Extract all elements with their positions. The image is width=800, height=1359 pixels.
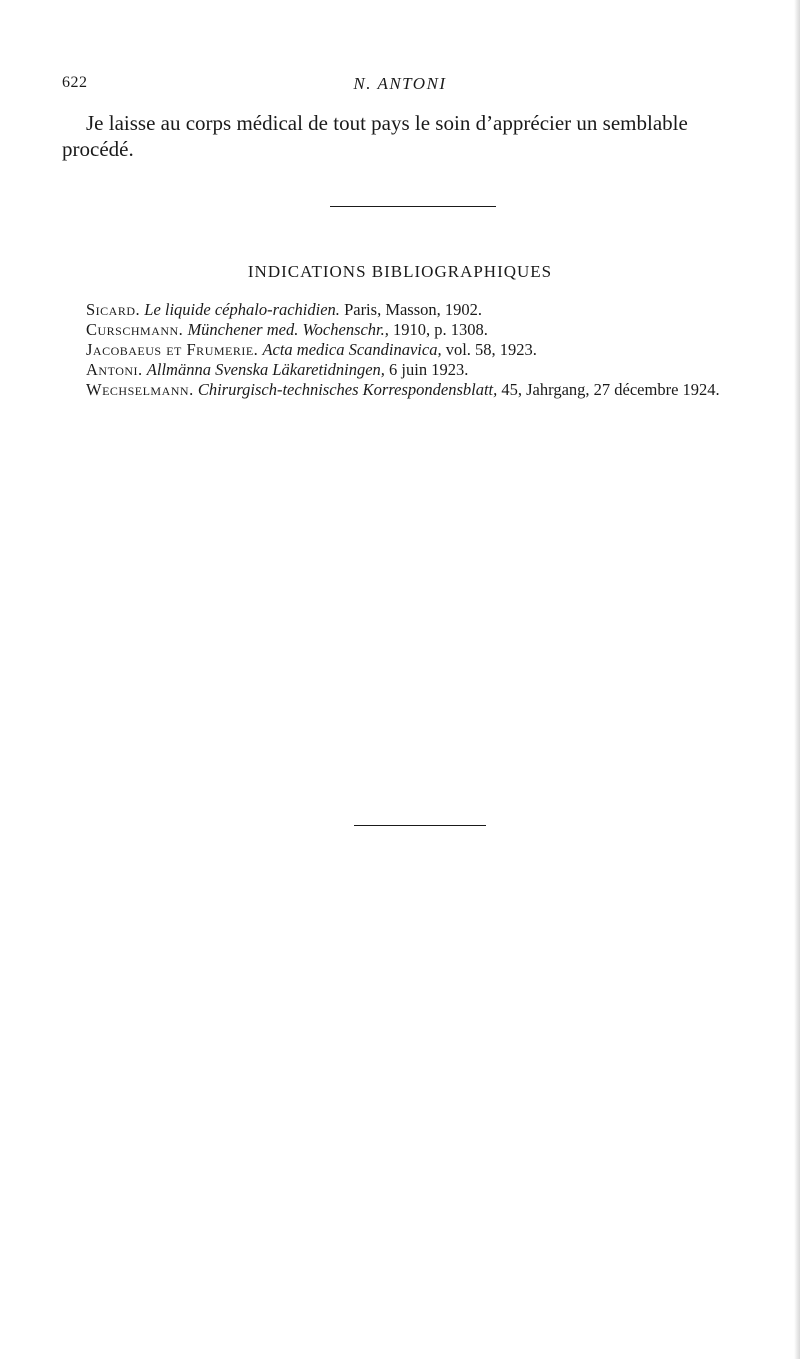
reference-title: Acta medica Scandinavica, — [262, 340, 442, 359]
reference-title: Le liquide céphalo-rachidien. — [144, 300, 340, 319]
reference-item — [62, 360, 782, 380]
reference-author: Wechselmann. — [86, 380, 194, 399]
body-paragraph: Je laisse au corps médical de tout pays le soin d’apprécier un semblable procédé. — [62, 111, 688, 161]
bibliography-list — [62, 300, 782, 400]
reference-author: Antoni. — [86, 360, 143, 379]
reference-details: 6 juin 1923. — [389, 360, 469, 379]
reference-author: Jacobaeus et Frumerie. — [86, 340, 259, 359]
reference-title: Chirurgisch-technisches Korrespondensblatt, — [197, 380, 498, 399]
bibliography-heading: INDICATIONS BIBLIOGRAPHIQUES — [247, 262, 553, 281]
reference-details: vol. 58, 1923. — [445, 340, 537, 359]
page-number: 622 — [62, 74, 88, 91]
reference-details: 1910, p. 1308. — [393, 320, 488, 339]
reference-item — [62, 340, 782, 360]
reference-item — [62, 380, 782, 400]
reference-details: 45, Jahrgang, 27 décembre 1924. — [501, 380, 720, 399]
reference-title: Münchener med. Wochenschr., — [187, 320, 389, 339]
reference-item — [62, 320, 782, 340]
reference-title: Allmänna Svenska Läkaretidningen, — [146, 360, 385, 379]
scan-edge-shadow — [794, 0, 800, 1359]
running-title: N. ANTONI — [353, 74, 447, 93]
section-divider-bottom — [354, 825, 486, 826]
reference-item — [62, 300, 782, 320]
reference-author: Sicard. — [86, 300, 141, 319]
reference-author: Curschmann. — [86, 320, 184, 339]
reference-details: Paris, Masson, 1902. — [344, 300, 483, 319]
section-divider-top — [330, 206, 496, 207]
